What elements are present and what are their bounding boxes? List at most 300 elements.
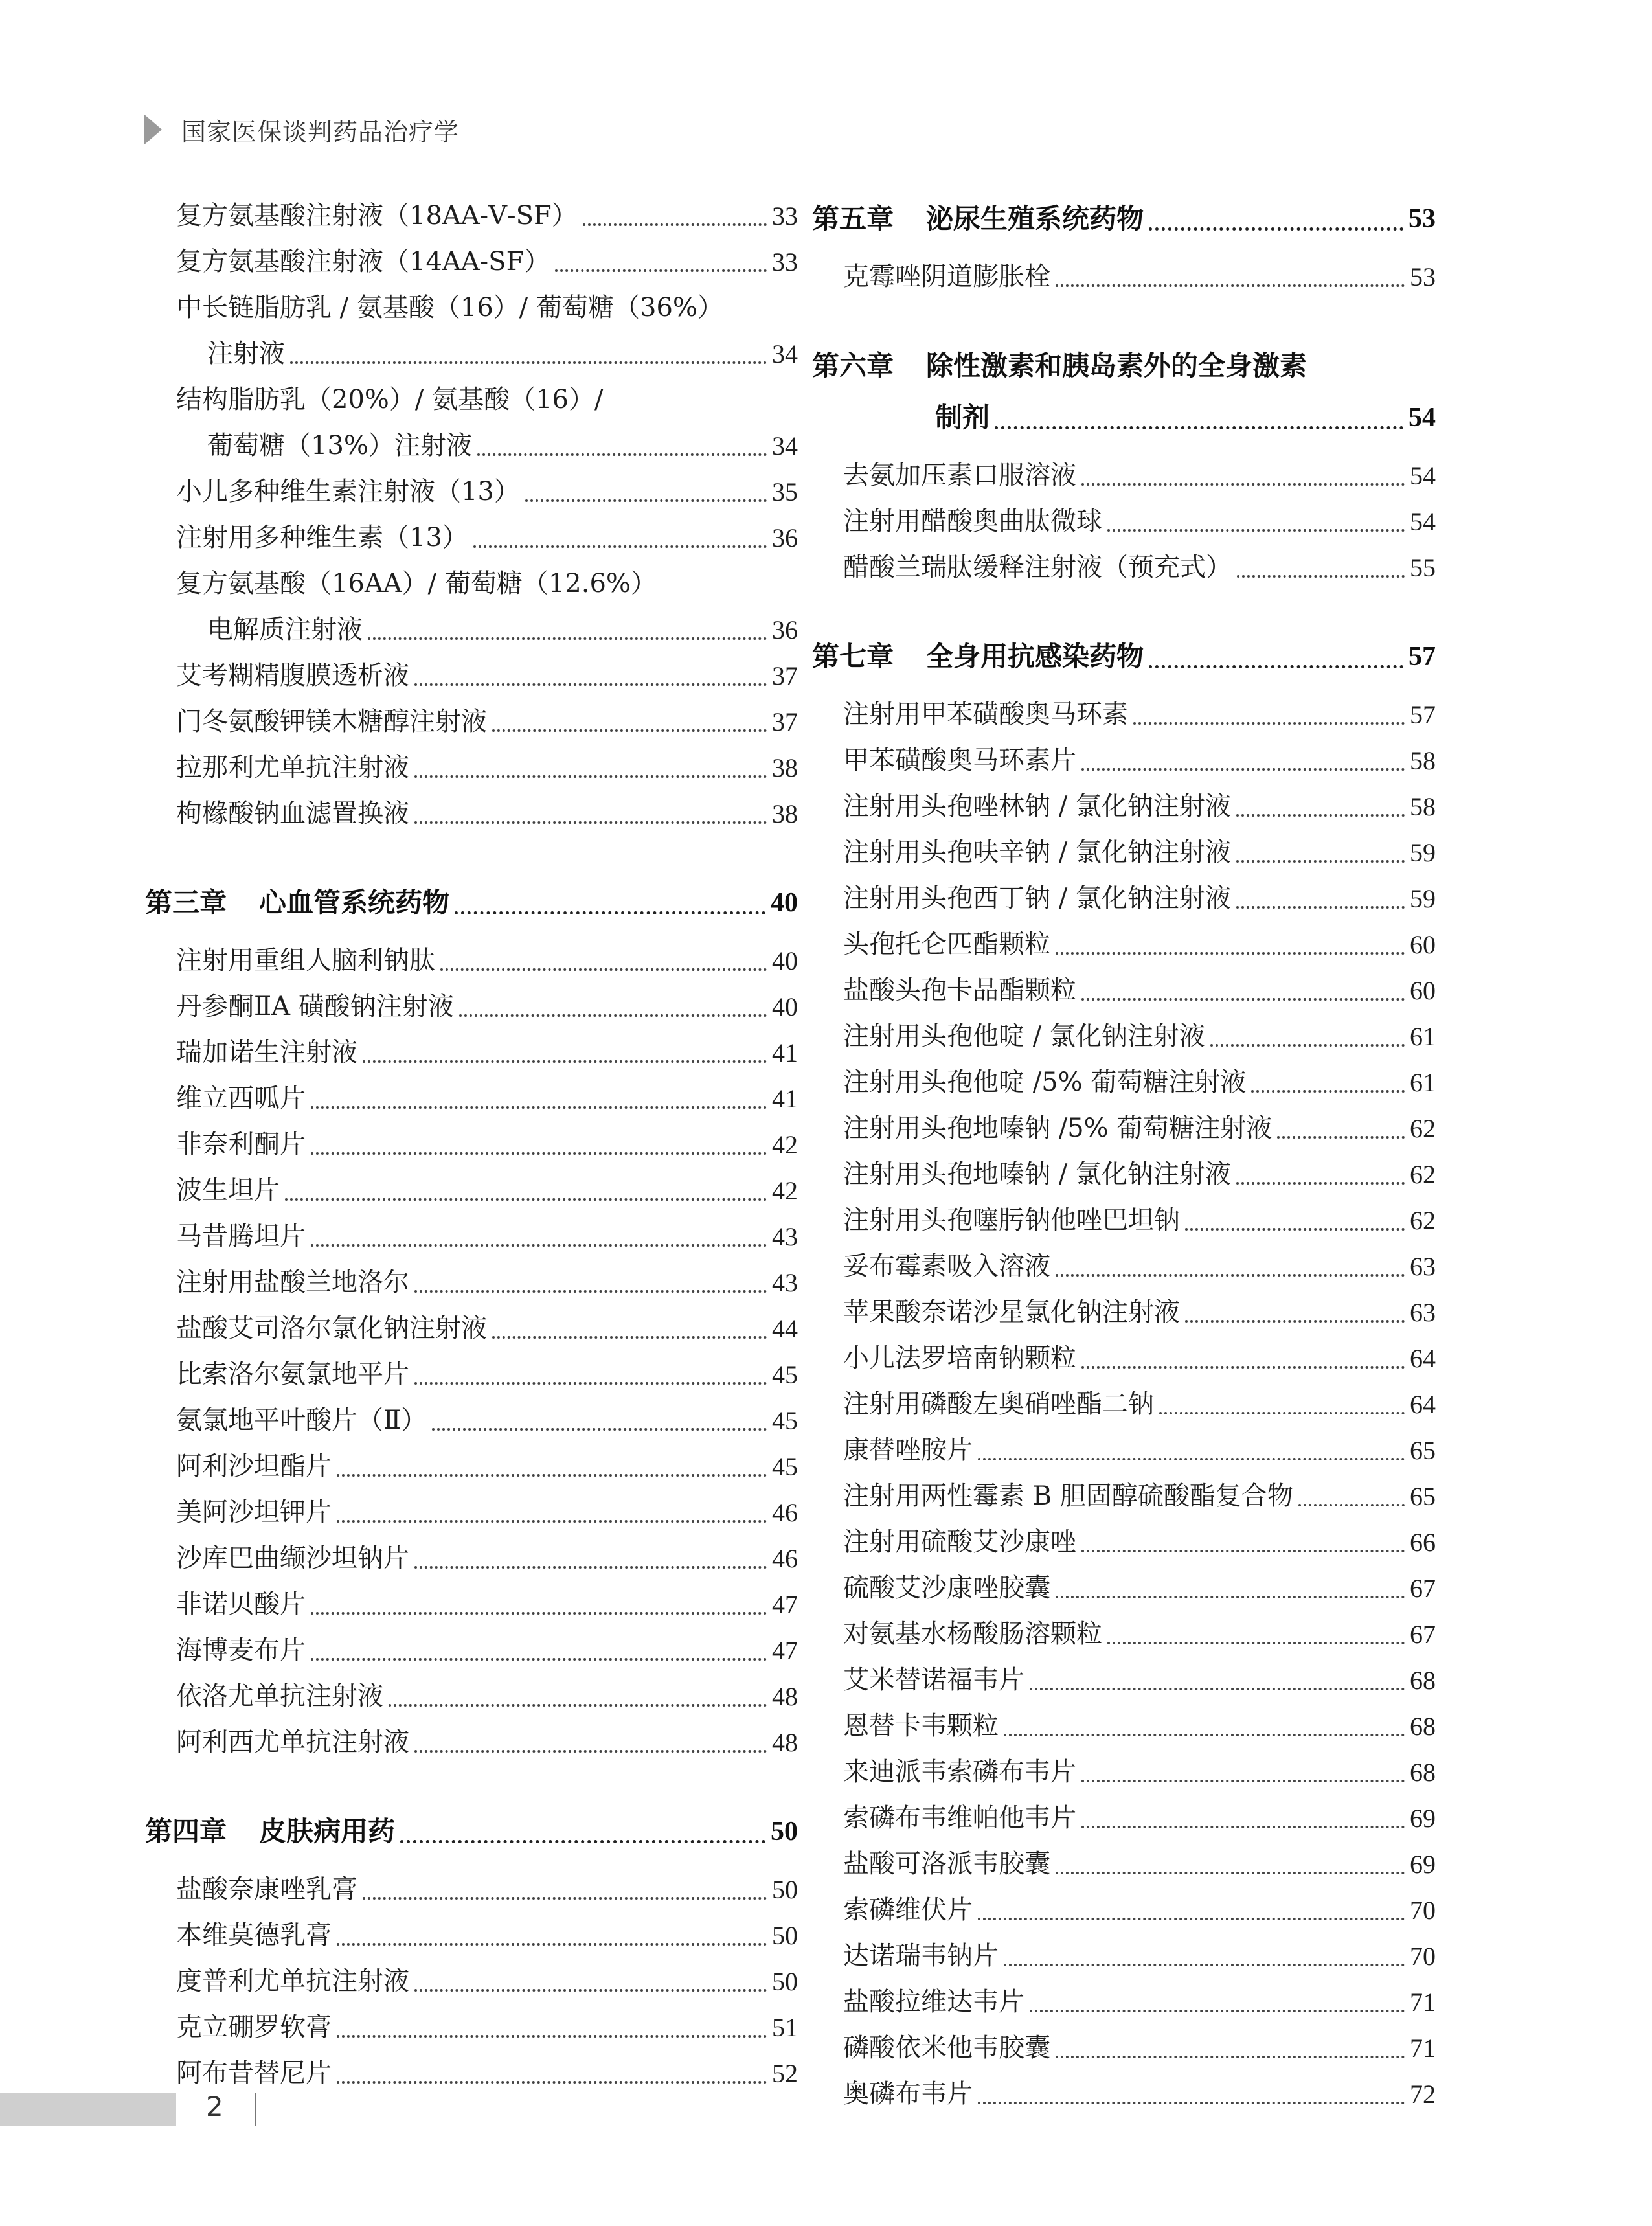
toc-page-number: 62 (1410, 1114, 1436, 1143)
toc-page-number: 38 (772, 753, 798, 782)
chapter-title-line2: 制剂 (935, 402, 990, 433)
toc-entry[interactable] (176, 469, 798, 515)
dot-leader (1298, 1504, 1405, 1506)
toc-item-title: 克霉唑阴道膨胀栓 (843, 262, 1050, 291)
dot-leader (1004, 1734, 1405, 1736)
chapter-page-number: 57 (1409, 642, 1436, 672)
toc-page-number: 54 (1410, 461, 1436, 490)
toc-entry[interactable] (176, 745, 798, 791)
toc-entry[interactable] (843, 499, 1436, 545)
section-gap (843, 591, 1436, 631)
toc-page-number: 50 (772, 1921, 798, 1950)
dot-leader (1081, 1550, 1405, 1552)
toc-page-number: 34 (772, 339, 798, 369)
chapter-heading-line1 (812, 340, 1436, 392)
toc-page-number: 72 (1410, 2080, 1436, 2109)
dot-leader (1081, 1780, 1405, 1782)
toc-page-number: 34 (772, 431, 798, 460)
toc-entry[interactable] (176, 1122, 798, 1168)
toc-item-title: 注射用头孢西丁钠 / 氯化钠注射液 (843, 883, 1231, 913)
dot-leader (1236, 1182, 1405, 1185)
toc-entry[interactable] (176, 699, 798, 745)
toc-page-number: 38 (772, 799, 798, 828)
dot-leader (414, 821, 767, 824)
chapter-title: 泌尿生殖系统药物 (926, 203, 1144, 234)
dot-leader (285, 1198, 767, 1201)
toc-item-title: 电解质注射液 (207, 615, 363, 644)
dot-leader (1081, 1826, 1405, 1828)
toc-item-title: 盐酸艾司洛尔氯化钠注射液 (176, 1313, 487, 1343)
chapter-heading[interactable] (812, 340, 1436, 444)
toc-item-title: 丹参酮ⅡA 磺酸钠注射液 (176, 992, 454, 1021)
toc-page-number: 36 (772, 615, 798, 644)
toc-entry[interactable] (843, 1289, 1436, 1335)
chapter-title-line1: 除性激素和胰岛素外的全身激素 (926, 350, 1307, 381)
dot-leader (1236, 814, 1405, 817)
toc-entry[interactable] (176, 1030, 798, 1076)
toc-page-number: 63 (1410, 1298, 1436, 1327)
toc-item-title: 对氨基水杨酸肠溶颗粒 (843, 1619, 1102, 1649)
dot-leader (414, 683, 767, 686)
toc-entry[interactable] (843, 1244, 1436, 1289)
chapter-number: 第四章 (145, 1815, 227, 1847)
toc-entry[interactable] (843, 1381, 1436, 1427)
toc-item-title: 来迪派韦索磷布韦片 (843, 1757, 1076, 1787)
toc-item-title: 达诺瑞韦钠片 (843, 1941, 999, 1971)
toc-entry[interactable] (176, 1306, 798, 1352)
dot-leader (414, 1290, 767, 1293)
toc-item-title: 康替唑胺片 (843, 1435, 973, 1465)
toc-entry[interactable] (843, 1933, 1436, 1979)
dot-leader (1236, 860, 1405, 863)
toc-page-number: 67 (1410, 1620, 1436, 1649)
toc-page-number: 65 (1410, 1436, 1436, 1465)
toc-item-title: 注射用甲苯磺酸奥马环素 (843, 699, 1128, 729)
toc-entry[interactable] (843, 1335, 1436, 1381)
dot-leader (1030, 1688, 1405, 1690)
toc-page-number: 33 (772, 201, 798, 231)
dot-leader (368, 637, 767, 640)
toc-entry[interactable] (843, 876, 1436, 922)
toc-entry[interactable] (843, 1611, 1436, 1657)
toc-page-number: 55 (1410, 553, 1436, 582)
toc-entry[interactable] (176, 1628, 798, 1674)
chapter-heading[interactable] (812, 631, 1436, 683)
toc-page-number: 60 (1410, 930, 1436, 959)
dot-leader (1081, 483, 1405, 486)
dot-leader (1056, 952, 1405, 955)
dot-leader (1185, 1320, 1405, 1323)
dot-leader (1056, 1274, 1405, 1277)
dot-leader (1277, 1136, 1405, 1139)
chapter-heading[interactable] (145, 877, 798, 929)
toc-entry[interactable] (843, 922, 1436, 968)
toc-item-title: 比索洛尔氨氯地平片 (176, 1359, 409, 1389)
toc-item-title: 艾考糊精腹膜透析液 (176, 661, 409, 690)
toc-page-number: 69 (1410, 1850, 1436, 1879)
dot-leader (473, 545, 767, 548)
section-gap (843, 300, 1436, 340)
toc-item-title: 磷酸依米他韦胶囊 (843, 2033, 1050, 2063)
toc-item-title: 注射液 (207, 339, 285, 369)
toc-item-title: 本维莫德乳膏 (176, 1920, 332, 1950)
page-number-divider (255, 2093, 256, 2126)
toc-item-title: 注射用盐酸兰地洛尔 (176, 1267, 409, 1297)
chapter-page-number: 50 (771, 1817, 798, 1846)
toc-item-title: 注射用头孢呋辛钠 / 氯化钠注射液 (843, 837, 1231, 867)
dot-leader (1237, 575, 1405, 578)
dot-leader (311, 1244, 767, 1247)
toc-page-number: 62 (1410, 1160, 1436, 1189)
toc-page-number: 53 (1410, 262, 1436, 291)
dot-leader (1004, 1964, 1405, 1966)
section-gap (176, 1766, 798, 1806)
dot-leader (492, 1336, 767, 1339)
toc-entry[interactable] (176, 1490, 798, 1536)
toc-item-title: 海博麦布片 (176, 1635, 306, 1665)
dot-leader (337, 2081, 767, 2084)
dot-leader (1149, 665, 1403, 668)
toc-item-title-line2[interactable] (176, 607, 798, 653)
toc-page-number: 42 (772, 1130, 798, 1159)
dot-leader (337, 1474, 767, 1477)
dot-leader (1081, 1366, 1405, 1369)
toc-entry[interactable] (843, 784, 1436, 830)
toc-page-number: 61 (1410, 1068, 1436, 1097)
chapter-page-number: 53 (1409, 204, 1436, 234)
toc-item-title: 奥磷布韦片 (843, 2079, 973, 2109)
toc-item-title: 头孢托仑匹酯颗粒 (843, 929, 1050, 959)
dot-leader (1056, 1596, 1405, 1598)
toc-item-title: 美阿沙坦钾片 (176, 1497, 332, 1527)
chapter-heading[interactable] (145, 1806, 798, 1857)
toc-page-number: 41 (772, 1084, 798, 1113)
toc-entry[interactable] (176, 1260, 798, 1306)
dot-leader (414, 1989, 767, 1992)
toc-page-number: 62 (1410, 1206, 1436, 1235)
toc-page-number: 65 (1410, 1482, 1436, 1511)
toc-page-number: 64 (1410, 1390, 1436, 1419)
dot-leader (1185, 1228, 1405, 1231)
dot-leader (363, 1897, 767, 1900)
toc-entry[interactable] (843, 2071, 1436, 2117)
heading-gap (843, 444, 1436, 453)
toc-page-number: 35 (772, 477, 798, 506)
toc-entry[interactable] (843, 1795, 1436, 1841)
toc-entry[interactable] (176, 791, 798, 837)
chapter-title: 心血管系统药物 (259, 887, 450, 918)
dot-leader (1107, 529, 1405, 532)
toc-page-number: 71 (1410, 2034, 1436, 2063)
toc-page-number: 45 (772, 1360, 798, 1389)
toc-item-title: 门冬氨酸钾镁木糖醇注射液 (176, 707, 487, 736)
dot-leader (1149, 227, 1403, 231)
toc-entry[interactable] (843, 1979, 1436, 2025)
toc-page-number: 59 (1410, 884, 1436, 913)
toc-item-title: 枸橼酸钠血滤置换液 (176, 799, 409, 828)
toc-entry[interactable] (843, 1519, 1436, 1565)
toc-item-title: 盐酸头孢卡品酯颗粒 (843, 975, 1076, 1005)
toc-entry[interactable] (176, 1959, 798, 2005)
triangle-marker-icon (144, 114, 162, 145)
dot-leader (1081, 998, 1405, 1001)
toc-entry[interactable] (176, 2050, 798, 2096)
toc-item-title: 复方氨基酸注射液（14AA-SF） (176, 247, 550, 277)
heading-gap (843, 245, 1436, 254)
toc-entry[interactable] (843, 254, 1436, 300)
dot-leader (1056, 1872, 1405, 1874)
toc-page-number: 45 (772, 1452, 798, 1481)
chapter-number: 第五章 (812, 203, 894, 234)
dot-leader (583, 223, 767, 226)
toc-entry[interactable] (176, 515, 798, 561)
dot-leader (432, 1428, 767, 1431)
toc-page-number: 37 (772, 707, 798, 736)
toc-entry[interactable] (176, 2005, 798, 2050)
toc-item-title: 盐酸拉维达韦片 (843, 1987, 1024, 2017)
footer-bar (0, 2093, 176, 2126)
toc-item-title: 沙库巴曲缬沙坦钠片 (176, 1543, 409, 1573)
toc-item-title: 瑞加诺生注射液 (176, 1038, 357, 1067)
toc-entry[interactable] (176, 1720, 798, 1766)
dot-leader (311, 1658, 767, 1661)
toc-page-number: 33 (772, 247, 798, 277)
toc-entry[interactable] (176, 193, 798, 239)
toc-item-title: 索磷维伏片 (843, 1895, 973, 1925)
toc-item-title: 依洛尤单抗注射液 (176, 1681, 383, 1711)
toc-entry[interactable] (843, 1060, 1436, 1106)
toc-item-title: 阿利沙坦酯片 (176, 1451, 332, 1481)
toc-page-number: 44 (772, 1314, 798, 1343)
dot-leader (1236, 906, 1405, 909)
toc-entry[interactable] (843, 1749, 1436, 1795)
dot-leader (1133, 722, 1405, 725)
toc-entry[interactable] (176, 1076, 798, 1122)
toc-item-title-line2[interactable] (176, 423, 798, 469)
toc-entry[interactable] (843, 1106, 1436, 1152)
toc-page-number: 69 (1410, 1804, 1436, 1833)
toc-page-number: 68 (1410, 1666, 1436, 1695)
toc-entry[interactable] (843, 1887, 1436, 1933)
toc-item-title: 马昔腾坦片 (176, 1221, 306, 1251)
chapter-number: 第六章 (812, 350, 894, 381)
toc-item-title: 甲苯磺酸奥马环素片 (843, 745, 1076, 775)
toc-item-title: 去氨加压素口服溶液 (843, 460, 1076, 490)
toc-page-number: 41 (772, 1038, 798, 1067)
chapter-page-number: 54 (1409, 403, 1436, 433)
toc-item-title: 注射用重组人脑利钠肽 (176, 946, 435, 975)
toc-item-title: 注射用多种维生素（13） (176, 523, 468, 552)
dot-leader (555, 269, 767, 272)
toc-item-title: 度普利尤单抗注射液 (176, 1966, 409, 1996)
toc-entry[interactable] (176, 1214, 798, 1260)
dot-leader (337, 1943, 767, 1946)
toc-entry[interactable] (843, 1703, 1436, 1749)
toc-page-number: 45 (772, 1406, 798, 1435)
toc-item-title: 注射用醋酸奥曲肽微球 (843, 506, 1102, 536)
toc-page-number: 64 (1410, 1344, 1436, 1373)
toc-entry[interactable] (843, 1565, 1436, 1611)
toc-entry[interactable] (176, 1168, 798, 1214)
toc-page-number: 58 (1410, 792, 1436, 821)
dot-leader (978, 1458, 1405, 1460)
toc-page-number: 43 (772, 1222, 798, 1251)
dot-leader (492, 729, 767, 732)
toc-column-left (145, 193, 798, 2096)
toc-entry[interactable] (843, 830, 1436, 876)
toc-entry[interactable] (176, 1867, 798, 1913)
toc-item-title: 复方氨基酸注射液（18AA-Ⅴ-SF） (176, 201, 578, 231)
toc-entry[interactable] (176, 285, 798, 377)
toc-item-title: 维立西呱片 (176, 1084, 306, 1113)
toc-entry[interactable] (843, 453, 1436, 499)
chapter-title: 皮肤病用药 (259, 1815, 396, 1847)
chapter-heading[interactable] (812, 193, 1436, 245)
toc-item-title: 非诺贝酸片 (176, 1589, 306, 1619)
toc-item-title-line2[interactable] (176, 331, 798, 377)
toc-entry[interactable] (843, 545, 1436, 591)
toc-item-title: 艾米替诺福韦片 (843, 1665, 1024, 1695)
dot-leader (995, 426, 1403, 429)
dot-leader (1251, 1090, 1405, 1093)
toc-page-number: 59 (1410, 838, 1436, 867)
dot-leader (1030, 2010, 1405, 2012)
toc-item-title: 非奈利酮片 (176, 1130, 306, 1159)
toc-entry[interactable] (843, 1841, 1436, 1887)
toc-page-number: 63 (1410, 1252, 1436, 1281)
toc-item-title: 注射用硫酸艾沙康唑 (843, 1527, 1076, 1557)
toc-item-title: 葡萄糖（13%）注射液 (207, 431, 472, 460)
toc-page-number: 48 (772, 1682, 798, 1711)
toc-item-title: 拉那利尤单抗注射液 (176, 753, 409, 782)
toc-page-number: 68 (1410, 1712, 1436, 1741)
toc-page-number: 50 (772, 1967, 798, 1996)
toc-page-number: 51 (772, 2013, 798, 2042)
toc-page-number: 47 (772, 1590, 798, 1619)
toc-entry[interactable] (843, 968, 1436, 1014)
dot-leader (337, 1520, 767, 1523)
toc-entry[interactable] (176, 561, 798, 653)
toc-entry[interactable] (843, 1473, 1436, 1519)
toc-entry[interactable] (843, 738, 1436, 784)
toc-page-number: 37 (772, 661, 798, 690)
toc-page-number: 61 (1410, 1022, 1436, 1051)
dot-leader (290, 361, 767, 364)
toc-entry[interactable] (176, 1913, 798, 1959)
toc-page-number: 36 (772, 523, 798, 552)
toc-item-title: 小儿法罗培南钠颗粒 (843, 1343, 1076, 1373)
dot-leader (414, 1382, 767, 1385)
toc-item-title: 氨氯地平叶酸片（Ⅱ） (176, 1405, 427, 1435)
toc-entry[interactable] (176, 1352, 798, 1398)
heading-gap (176, 1857, 798, 1867)
toc-entry[interactable] (176, 938, 798, 984)
toc-item-title: 硫酸艾沙康唑胶囊 (843, 1573, 1050, 1603)
book-title: 国家医保谈判药品治疗学 (181, 117, 460, 146)
toc-entry[interactable] (843, 1657, 1436, 1703)
toc-item-title: 索磷布韦维帕他韦片 (843, 1803, 1076, 1833)
toc-item-title: 恩替卡韦颗粒 (843, 1711, 999, 1741)
heading-gap (843, 683, 1436, 692)
toc-entry[interactable] (176, 1444, 798, 1490)
toc-entry[interactable] (176, 653, 798, 699)
dot-leader (978, 1918, 1405, 1920)
toc-item-title: 注射用头孢噻肟钠他唑巴坦钠 (843, 1205, 1180, 1235)
toc-item-title: 妥布霉素吸入溶液 (843, 1251, 1050, 1281)
toc-page-number: 66 (1410, 1528, 1436, 1557)
toc-item-title: 注射用头孢地嗪钠 /5% 葡萄糖注射液 (843, 1113, 1273, 1143)
running-header (144, 110, 459, 149)
toc-entry[interactable] (176, 1536, 798, 1582)
dot-leader (311, 1152, 767, 1155)
toc-entry[interactable] (176, 239, 798, 285)
toc-page-number: 57 (1410, 700, 1436, 729)
toc-entry[interactable] (176, 984, 798, 1030)
toc-page-number: 70 (1410, 1942, 1436, 1971)
section-gap (176, 837, 798, 877)
toc-page-number: 54 (1410, 507, 1436, 536)
toc-page-number: 58 (1410, 746, 1436, 775)
toc-entry[interactable] (176, 1674, 798, 1720)
toc-entry[interactable] (843, 1014, 1436, 1060)
toc-page-number: 47 (772, 1636, 798, 1665)
chapter-heading-line2 (812, 392, 1436, 444)
toc-item-title: 波生坦片 (176, 1175, 280, 1205)
dot-leader (525, 499, 767, 502)
toc-entry[interactable] (176, 377, 798, 469)
toc-entry[interactable] (843, 2025, 1436, 2071)
toc-page-number: 50 (772, 1875, 798, 1904)
toc-entry[interactable] (843, 1152, 1436, 1198)
toc-page-number: 52 (772, 2059, 798, 2088)
toc-item-title: 醋酸兰瑞肽缓释注射液（预充式） (843, 552, 1232, 582)
toc-entry[interactable] (843, 692, 1436, 738)
toc-entry[interactable] (843, 1198, 1436, 1244)
toc-item-title-line1: 复方氨基酸（16AA）/ 葡萄糖（12.6%） (176, 569, 657, 598)
toc-page-number: 42 (772, 1176, 798, 1205)
dot-leader (363, 1060, 767, 1063)
chapter-page-number: 40 (771, 888, 798, 918)
toc-entry[interactable] (176, 1582, 798, 1628)
dot-leader (477, 453, 767, 456)
dot-leader (311, 1106, 767, 1109)
toc-item-title: 小儿多种维生素注射液（13） (176, 477, 520, 506)
dot-leader (414, 1750, 767, 1753)
chapter-number: 第七章 (812, 641, 894, 672)
dot-leader (414, 1566, 767, 1569)
page-number: 2 (206, 2091, 223, 2122)
dot-leader (455, 911, 765, 914)
dot-leader (1210, 1044, 1405, 1047)
dot-leader (400, 1840, 765, 1843)
toc-item-title: 注射用磷酸左奥硝唑酯二钠 (843, 1389, 1154, 1419)
toc-page-number: 60 (1410, 976, 1436, 1005)
toc-item-title: 阿布昔替尼片 (176, 2058, 332, 2088)
toc-page-number: 67 (1410, 1574, 1436, 1603)
toc-entry[interactable] (843, 1427, 1436, 1473)
toc-item-title: 克立硼罗软膏 (176, 2012, 332, 2042)
toc-item-title-line1: 中长链脂肪乳 / 氨基酸（16）/ 葡萄糖（36%） (176, 293, 723, 323)
chapter-number: 第三章 (145, 887, 227, 918)
toc-item-title: 注射用头孢唑林钠 / 氯化钠注射液 (843, 791, 1231, 821)
toc-entry[interactable] (176, 1398, 798, 1444)
dot-leader (1081, 768, 1405, 771)
toc-page-number: 43 (772, 1268, 798, 1297)
toc-page-number: 68 (1410, 1758, 1436, 1787)
dot-leader (337, 2035, 767, 2038)
heading-gap (176, 929, 798, 938)
dot-leader (440, 968, 767, 971)
